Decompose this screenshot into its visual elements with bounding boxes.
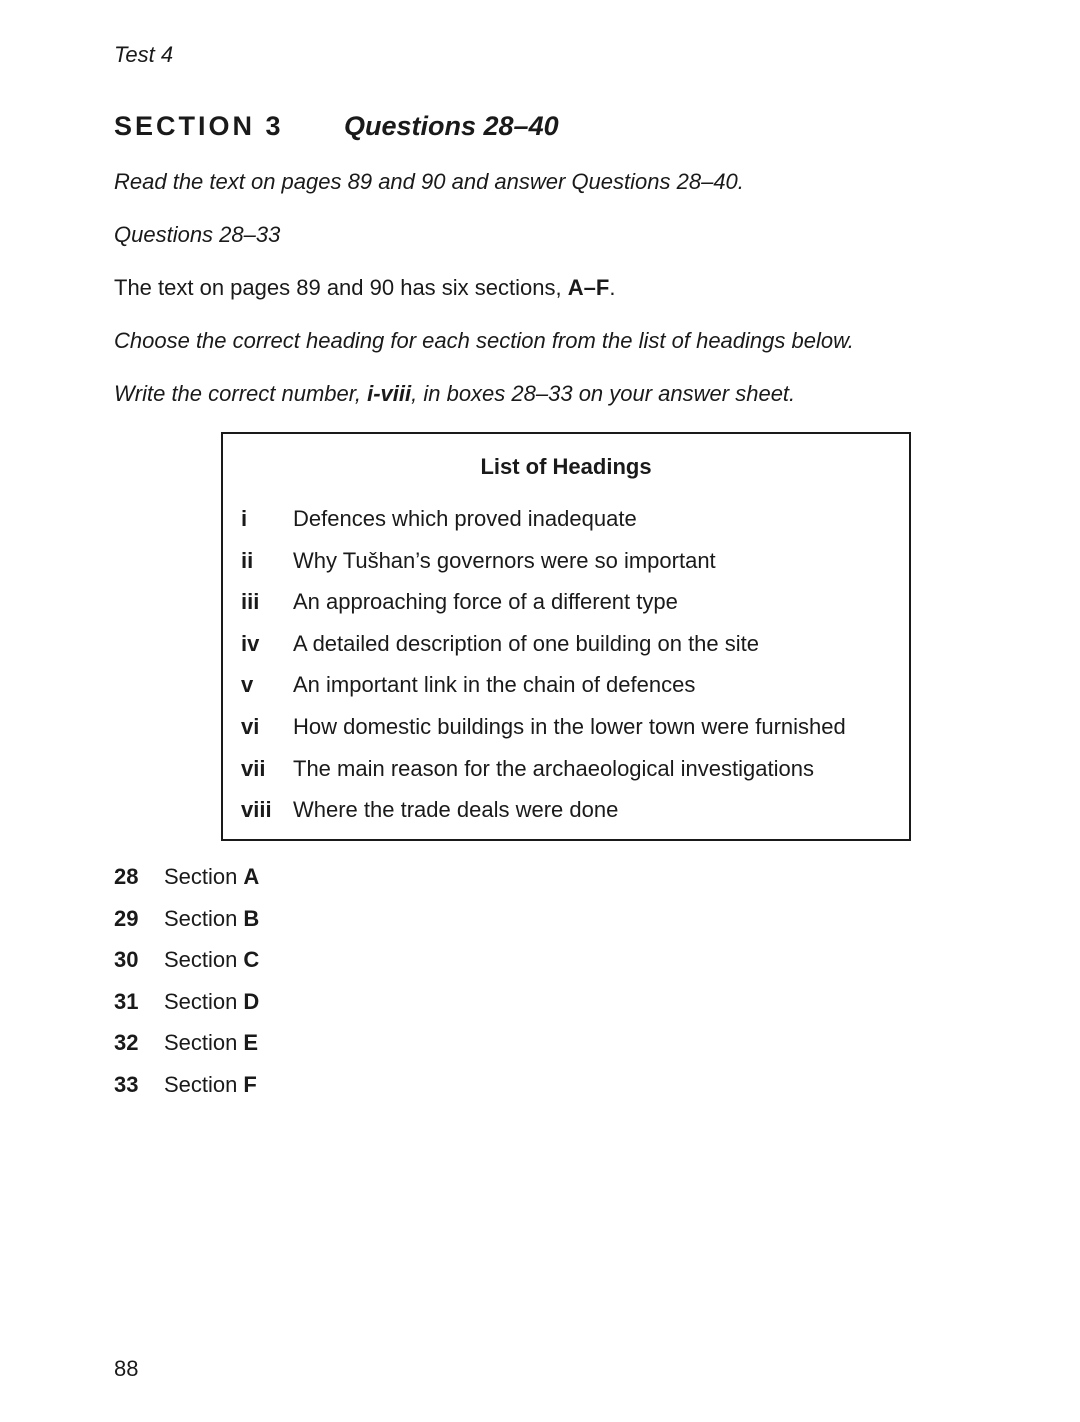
question-section-letter: A xyxy=(243,864,260,889)
sections-instruction-text: The text on pages 89 and 90 has six sections, xyxy=(114,275,562,300)
question-label: Section xyxy=(164,864,238,889)
sections-instruction-end: . xyxy=(609,275,616,300)
headings-box xyxy=(221,432,911,841)
heading-item xyxy=(241,714,846,756)
heading-numeral: vii xyxy=(241,755,266,781)
heading-numeral: viii xyxy=(241,797,272,823)
heading-numeral: vi xyxy=(241,713,260,739)
question-number: 30 xyxy=(114,947,139,973)
question-section-letter: E xyxy=(243,1030,259,1056)
heading-item xyxy=(241,797,846,839)
heading-item xyxy=(241,756,846,798)
heading-numeral: iv xyxy=(241,630,260,656)
heading-text: An important link in the chain of defences xyxy=(293,672,696,698)
choose-instruction: Choose the correct heading for each section from the list of headings below. xyxy=(114,328,854,353)
heading-text: A detailed description of one building on the site xyxy=(293,630,759,656)
question-section-letter: B xyxy=(243,905,260,931)
headings-title: List of Headings xyxy=(480,454,652,479)
page-number: 88 xyxy=(114,1356,139,1381)
sections-instruction xyxy=(114,275,615,301)
read-instruction: Read the text on pages 89 and 90 and answer Questions 28–40. xyxy=(114,169,744,194)
headings-list xyxy=(241,506,846,839)
question-number: 31 xyxy=(114,988,139,1014)
running-head: Test 4 xyxy=(114,42,174,67)
question-item xyxy=(114,947,259,989)
question-label: Section xyxy=(164,988,238,1014)
heading-text: An approaching force of a different type xyxy=(293,589,678,615)
question-label: Section xyxy=(164,1071,238,1097)
section-label: SECTION 3 xyxy=(114,111,284,141)
question-item xyxy=(114,989,259,1031)
question-label: Section xyxy=(164,1030,238,1056)
question-section-letter: C xyxy=(243,947,260,973)
question-label: Section xyxy=(164,905,238,931)
question-number: 29 xyxy=(114,905,139,931)
write-instruction-range: i-viii xyxy=(367,381,412,406)
question-number: 28 xyxy=(114,864,139,889)
heading-numeral: v xyxy=(241,672,254,698)
question-number: 32 xyxy=(114,1030,139,1056)
question-item xyxy=(114,864,259,906)
question-item xyxy=(114,1072,259,1114)
heading-numeral: ii xyxy=(241,547,254,573)
write-instruction-before: Write the correct number, xyxy=(114,381,361,406)
heading-text: Why Tušhan’s governors were so important xyxy=(293,547,716,573)
write-instruction xyxy=(114,381,795,407)
heading-item xyxy=(241,589,846,631)
question-item xyxy=(114,1030,259,1072)
heading-text: Where the trade deals were done xyxy=(293,797,619,823)
questions-subheading: Questions 28–33 xyxy=(114,222,281,247)
heading-item xyxy=(241,631,846,673)
section-heading xyxy=(114,111,559,142)
question-label: Section xyxy=(164,947,238,973)
questions-list xyxy=(114,864,259,1114)
heading-item xyxy=(241,548,846,590)
heading-item xyxy=(241,672,846,714)
write-instruction-after: , in boxes 28–33 on your answer sheet. xyxy=(411,381,796,406)
question-section-letter: D xyxy=(243,988,260,1014)
heading-text: The main reason for the archaeological investigations xyxy=(293,755,814,781)
heading-text: How domestic buildings in the lower town were furnished xyxy=(293,713,846,739)
heading-numeral: iii xyxy=(241,589,260,615)
question-number: 33 xyxy=(114,1071,139,1097)
question-section-letter: F xyxy=(243,1071,257,1097)
heading-item xyxy=(241,506,846,548)
question-item xyxy=(114,906,259,948)
sections-range: A–F xyxy=(567,275,610,300)
heading-numeral: i xyxy=(241,506,248,531)
section-questions-range: Questions 28–40 xyxy=(344,111,559,141)
heading-text: Defences which proved inadequate xyxy=(293,506,637,531)
